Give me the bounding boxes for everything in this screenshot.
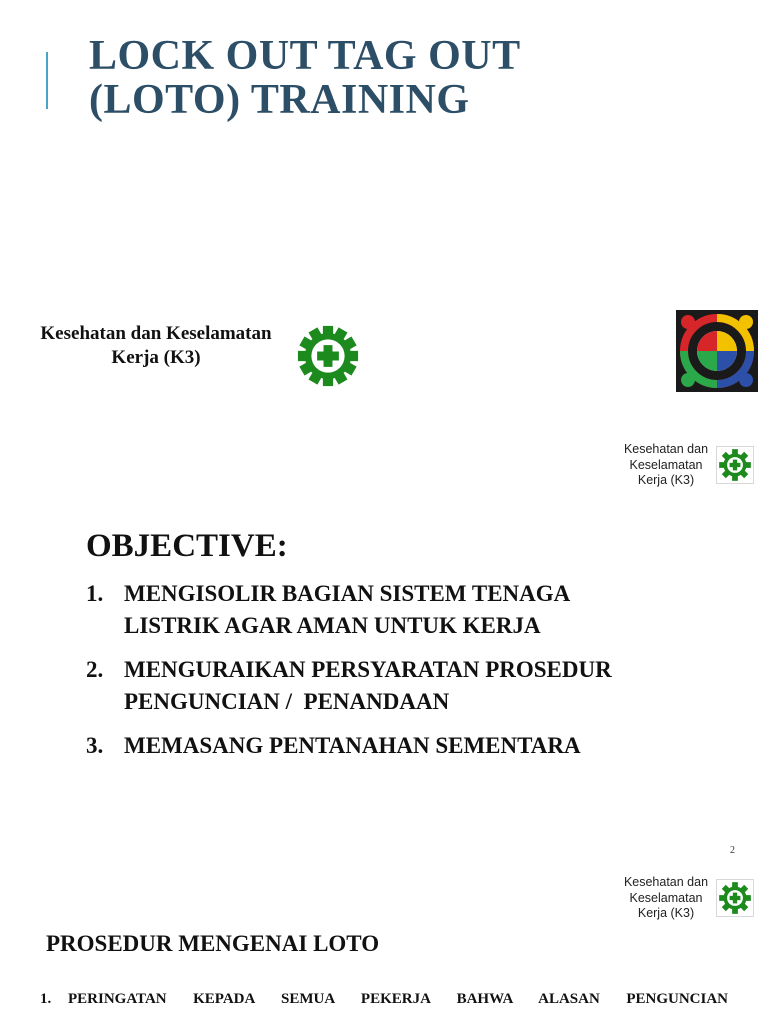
list-item-number: 1. xyxy=(86,581,104,606)
k3-label-large-line-1: Kesehatan dan Keselamatan xyxy=(40,323,272,344)
title-accent-bar xyxy=(46,52,48,109)
list-item-line-2: LISTRIK AGAR AMAN UNTUK KERJA xyxy=(124,612,541,638)
k3-gear-cross-icon xyxy=(716,446,754,484)
list-item-line-2: PENGUNCIAN / PENANDAAN xyxy=(124,688,450,714)
list-item-text: PERINGATAN KEPADA SEMUA PEKERJA BAHWA ALASAN PENGUNCIAN xyxy=(68,991,728,1007)
list-item xyxy=(86,578,726,641)
list-item-number: 2. xyxy=(86,657,104,682)
prosedur-heading: PROSEDUR MENGENAI LOTO xyxy=(46,931,380,956)
k3-label-small-line-3: Kerja (K3) xyxy=(637,473,695,487)
objective-heading: OBJECTIVE: xyxy=(86,528,288,564)
objective-list xyxy=(86,578,726,775)
k3-label-small xyxy=(616,442,716,489)
k3-label-small-line-1: Kesehatan dan xyxy=(623,442,709,456)
list-item-number: 3. xyxy=(86,733,104,758)
page-number: 2 xyxy=(730,845,735,856)
list-item xyxy=(86,654,726,717)
community-circle-logo xyxy=(676,310,758,392)
k3-label-small-line-2: Keselamatan xyxy=(629,890,703,905)
slide-title-line-1: LOCK OUT TAG OUT xyxy=(89,33,521,79)
list-item xyxy=(86,730,726,762)
k3-label-small-line-1: Kesehatan dan xyxy=(623,875,709,889)
slide-title xyxy=(89,34,521,122)
k3-label-large-line-2: Kerja (K3) xyxy=(111,347,201,368)
k3-label-large xyxy=(20,322,292,370)
slide-title-line-2: (LOTO) TRAINING xyxy=(89,77,470,123)
k3-label-small xyxy=(616,875,716,922)
list-item xyxy=(40,989,728,1009)
k3-label-small-line-2: Keselamatan xyxy=(629,457,703,472)
k3-label-small-line-3: Kerja (K3) xyxy=(637,906,695,920)
list-item-number: 1. xyxy=(40,991,52,1007)
k3-gear-cross-icon xyxy=(716,879,754,917)
list-item-line-1: MENGURAIKAN PERSYARATAN PROSEDUR xyxy=(124,657,612,682)
k3-gear-cross-icon xyxy=(292,324,364,388)
list-item-line-1: MEMASANG PENTANAHAN SEMENTARA xyxy=(124,733,581,758)
list-item-line-1: MENGISOLIR BAGIAN SISTEM TENAGA xyxy=(124,581,571,606)
